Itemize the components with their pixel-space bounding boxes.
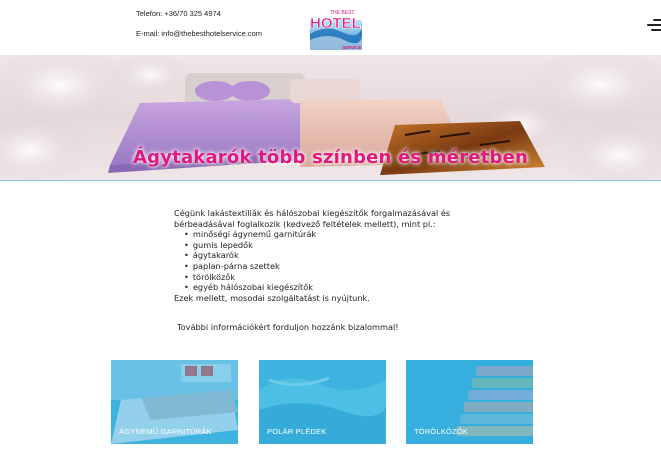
hamburger-icon[interactable] [647, 19, 661, 33]
intro-paragraph-line: Cégünk lakástextiliák és hálószobai kiegészítők forgalmazásával és [174, 208, 451, 218]
card-bedding-sets[interactable] [111, 360, 238, 444]
card-label: TÖRÖLKÖZŐK [414, 427, 469, 436]
service-list [184, 229, 474, 293]
intro-text [174, 208, 474, 303]
list-item: • egyéb hálószobai kiegészítők [184, 282, 474, 293]
list-item: • minőségi ágynemű garnitúrák [184, 229, 474, 240]
site-header [0, 0, 661, 55]
intro-paragraph-line: bérbeadásával foglalkozik (kedvező feltételek mellett), mint pl.: [174, 218, 436, 229]
card-label: ÁGYNEMŰ GARNITÚRÁK [119, 427, 212, 436]
email-address[interactable]: E-mail: info@thebesthotelservice.com [136, 29, 262, 38]
list-item: • gumis lepedők [184, 240, 474, 251]
logo-small-text: THE BEST [330, 10, 355, 16]
logo-sub-text: SERVICE [342, 45, 362, 50]
contact-invitation: További információkért forduljon hozzánk bizalommal! [177, 322, 399, 332]
hero-banner [0, 55, 661, 180]
hamburger-line [653, 19, 661, 21]
logo-main-text: HOTEL [310, 15, 361, 32]
list-item: • ágytakarók [184, 250, 474, 261]
hamburger-line [651, 29, 661, 31]
banner-title: Ágytakarók több színben és méretben [132, 147, 528, 168]
card-label: POLÁR PLÉDEK [267, 427, 327, 436]
card-towels[interactable] [406, 360, 533, 444]
phone-number: Telefon: +36/70 325 4974 [136, 9, 221, 18]
hotel-logo[interactable] [308, 6, 364, 52]
card-fleece-blankets[interactable] [259, 360, 386, 444]
list-item: • paplan-párna szettek [184, 261, 474, 272]
hamburger-line [647, 24, 661, 26]
list-item: • törölközők [184, 272, 474, 283]
intro-closing: Ezek mellett, mosodai szolgáltatást is nyújtunk. [174, 292, 370, 303]
banner-divider [0, 180, 661, 181]
